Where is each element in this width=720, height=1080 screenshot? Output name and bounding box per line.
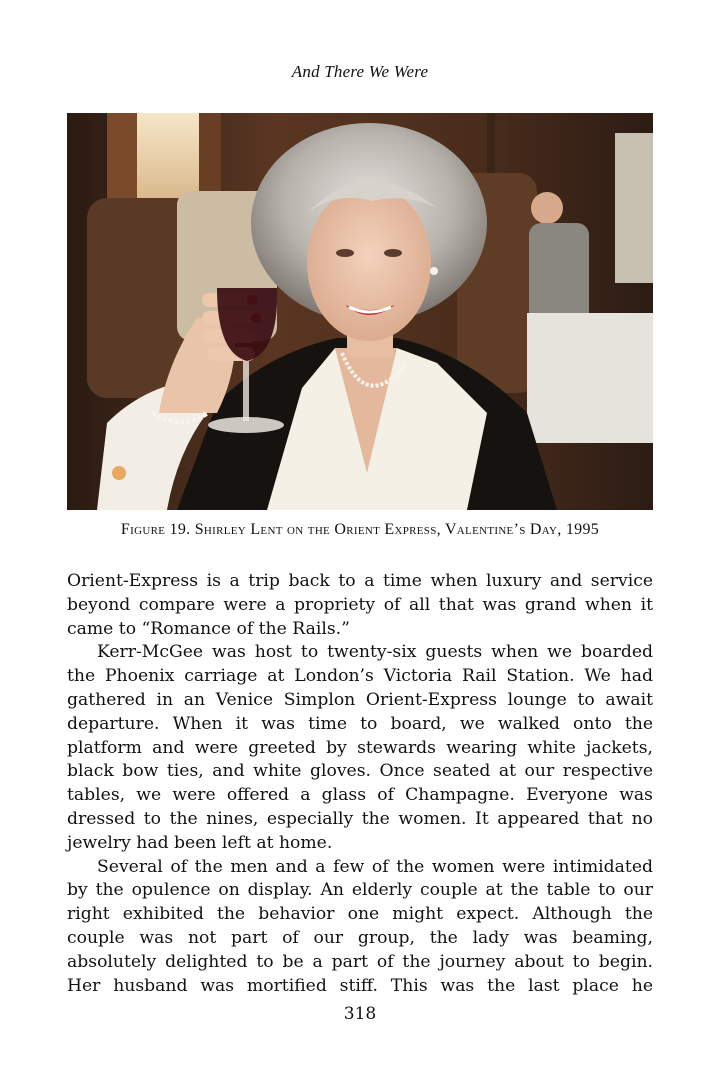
paragraph-2: Kerr-McGee was host to twenty-six guests when we boarded the Phoenix carriage at London’s Victoria Rail Station. We had gathered in an Venice Simplon Orient-Express lounge to await departure. When it was time to board, we walked onto the platform and were greeted by stewards wearing white jackets, black bow ties, and white gloves. Once seated at our respective tables, we were offered a glass of Champagne. Everyone was dressed to the nines, especially the women. It appeared that no jewelry had been left at home. bbox=[67, 642, 653, 853]
figure-photo bbox=[67, 113, 653, 510]
paragraph-3: Several of the men and a few of the women were intimidated by the opulence on display. An elderly couple at the table to our right exhibited the behavior one might expect. Although the couple was not part of our group, the lady was beaming, absolutely delighted to be a part of the journey about to begin. Her husband was mortified stiff. This was the last place he bbox=[67, 856, 653, 996]
body-text bbox=[67, 570, 653, 998]
figure-caption: Figure 19. Shirley Lent on the Orient Express, Valentine’s Day, 1995 bbox=[120, 521, 600, 538]
page-number: 318 bbox=[343, 1004, 377, 1024]
paragraph-1: Orient-Express is a trip back to a time when luxury and service beyond compare were a propriety of all that was grand when it came to “Romance of the Rails.” bbox=[67, 571, 653, 639]
running-head-title: And There We Were bbox=[291, 62, 429, 81]
